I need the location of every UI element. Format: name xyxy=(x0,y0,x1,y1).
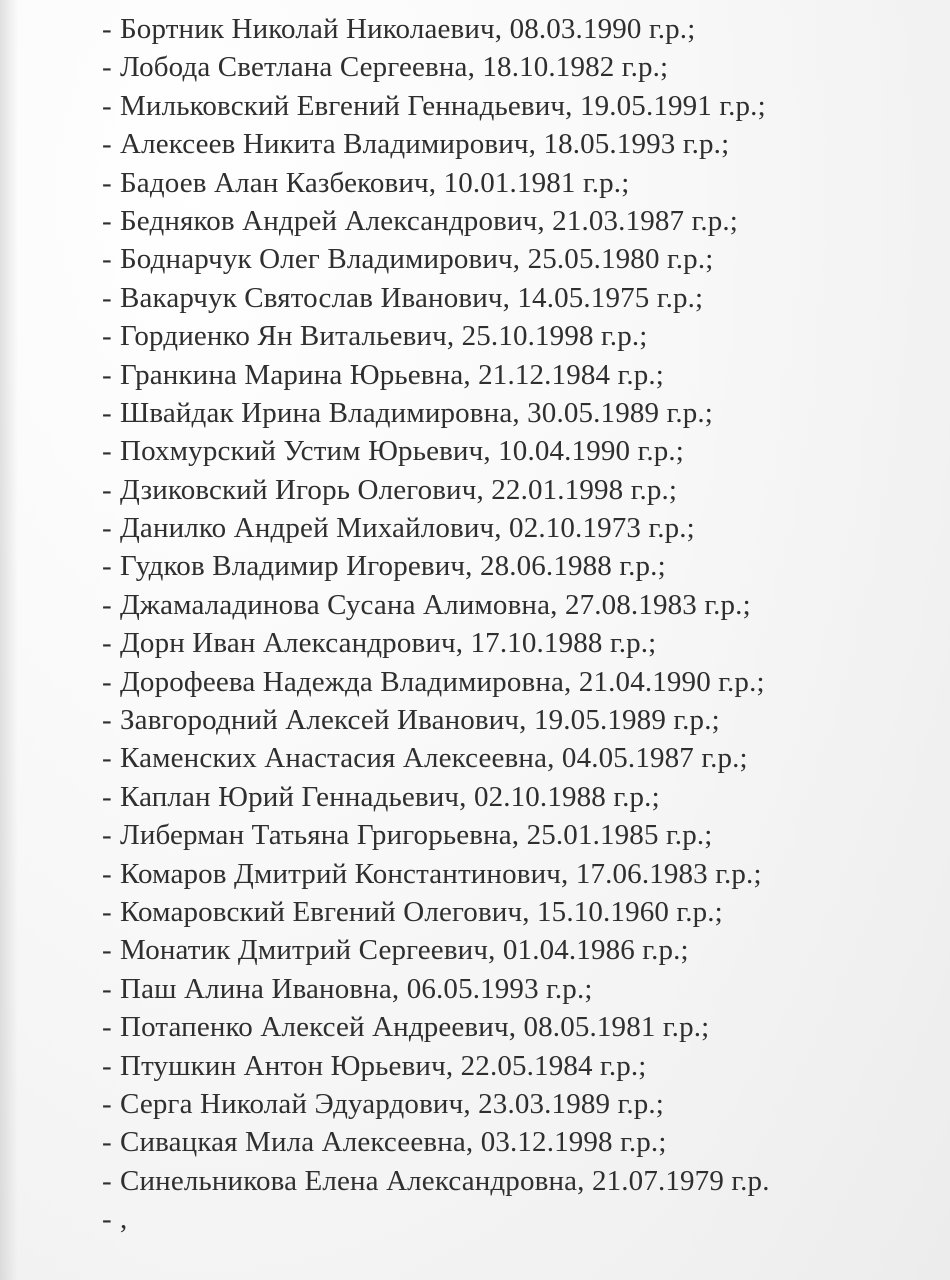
list-item xyxy=(102,1123,932,1161)
birth-date: 21.12.1984 xyxy=(478,358,611,391)
separator xyxy=(659,819,666,851)
list-item xyxy=(102,87,932,125)
separator xyxy=(660,243,667,275)
list-item xyxy=(102,356,932,394)
birth-year-suffix: г.р.; xyxy=(719,89,766,122)
separator: , xyxy=(528,128,544,161)
person-name: Вакарчук Святослав Иванович xyxy=(120,281,503,314)
list-dash: - xyxy=(102,396,112,429)
separator: , xyxy=(522,895,538,928)
separator: , xyxy=(512,243,528,276)
birth-year-suffix: г.р.; xyxy=(601,320,648,353)
birth-year-suffix: г.р.; xyxy=(656,281,704,314)
person-name: Комаровский Евгений Олегович xyxy=(120,895,523,928)
list-item xyxy=(102,893,932,931)
birth-date: 17.10.1988 xyxy=(470,627,603,660)
list-dash: - xyxy=(102,588,112,621)
birth-date: 23.03.1989 xyxy=(478,1087,611,1120)
person-name: Дорн Иван Александрович xyxy=(120,627,456,660)
separator xyxy=(613,1126,620,1158)
separator: , xyxy=(550,588,565,621)
list-item xyxy=(102,509,932,547)
list-item xyxy=(102,663,932,701)
list-item xyxy=(102,855,932,893)
list-item xyxy=(102,1047,932,1085)
list-item xyxy=(102,279,932,317)
list-dash: - xyxy=(102,1087,112,1120)
person-name: Монатик Дмитрий Сергеевич xyxy=(120,934,489,967)
birth-date: 22.05.1984 xyxy=(460,1049,593,1082)
list-item xyxy=(102,701,932,739)
person-name: Сивацкая Мила Алексеевна xyxy=(120,1126,466,1159)
birth-date: 02.10.1988 xyxy=(473,780,606,813)
separator: , xyxy=(537,204,553,237)
birth-year-suffix: г.р.; xyxy=(582,166,630,199)
separator: , xyxy=(428,166,444,199)
person-name: Серга Николай Эдуардович xyxy=(120,1087,464,1120)
list-dash: - xyxy=(102,243,112,276)
person-name: Данилко Андрей Михайлович xyxy=(120,512,495,545)
person-name: Бедняков Андрей Александрович xyxy=(120,204,538,237)
list-dash: - xyxy=(102,1049,112,1082)
person-name: Гранкина Марина Юрьевна xyxy=(120,358,464,391)
separator xyxy=(684,205,691,237)
birth-date: 01.04.1986 xyxy=(502,934,635,967)
person-name: Дзиковский Игорь Олегович xyxy=(120,473,477,506)
birth-date: 06.05.1993 xyxy=(406,972,539,1005)
person-name: Алексеев Никита Владимирович xyxy=(120,128,529,161)
list-item xyxy=(102,394,932,432)
birth-date: 21.07.1979 xyxy=(591,1164,724,1197)
list-item xyxy=(102,164,932,202)
list-item xyxy=(102,1085,932,1123)
list-dash: - xyxy=(102,780,112,813)
separator xyxy=(675,128,682,160)
birth-year-suffix: г.р.; xyxy=(673,704,720,737)
person-name: Похмурский Устим Юрьевич xyxy=(120,435,484,468)
birth-year-suffix: г.р. xyxy=(731,1164,770,1197)
list-dash: - xyxy=(102,281,112,314)
list-item xyxy=(102,739,932,777)
separator xyxy=(642,13,649,45)
separator: , xyxy=(494,13,510,45)
list-item xyxy=(102,778,932,816)
separator xyxy=(623,474,630,506)
separator xyxy=(610,1088,617,1120)
separator: , xyxy=(502,281,518,314)
separator xyxy=(576,167,583,199)
list-item xyxy=(102,970,932,1008)
paper-shadow xyxy=(0,0,18,1280)
birth-year-suffix: г.р.; xyxy=(666,819,713,852)
list-item xyxy=(102,317,932,355)
birth-year-suffix: г.р.; xyxy=(666,396,713,429)
separator: , xyxy=(564,665,579,698)
separator: , xyxy=(120,1203,128,1236)
birth-year-suffix: г.р.; xyxy=(621,51,669,84)
person-name: Дорофеева Надежда Владимировна xyxy=(120,665,565,698)
separator xyxy=(630,435,637,467)
list-item xyxy=(102,125,932,163)
list-dash: - xyxy=(102,550,112,583)
birth-date: 02.10.1973 xyxy=(509,512,642,545)
birth-date: 21.03.1987 xyxy=(552,204,685,237)
list-dash: - xyxy=(102,1126,112,1159)
person-name: Комаров Дмитрий Константинович xyxy=(120,857,562,890)
separator: , xyxy=(512,396,528,429)
birth-date: 19.05.1991 xyxy=(579,89,712,122)
list-item xyxy=(102,1008,932,1046)
birth-year-suffix: г.р.; xyxy=(676,895,723,928)
birth-year-suffix: г.р.; xyxy=(701,742,748,775)
list-dash: - xyxy=(102,1203,112,1236)
birth-year-suffix: г.р.; xyxy=(637,435,684,468)
birth-year-suffix: г.р.; xyxy=(682,128,730,161)
list-dash: - xyxy=(102,435,112,468)
separator: , xyxy=(508,1011,524,1044)
list-dash: - xyxy=(102,972,112,1005)
list-dash: - xyxy=(102,704,112,737)
separator: , xyxy=(446,320,462,353)
separator: , xyxy=(463,1087,479,1120)
birth-date: 08.03.1990 xyxy=(509,13,642,45)
separator: , xyxy=(476,473,492,506)
separator xyxy=(656,1011,663,1043)
list-item xyxy=(102,432,932,470)
person-name: Джамаладинова Сусана Алимовна xyxy=(120,588,551,621)
list-item xyxy=(102,10,932,48)
separator: , xyxy=(455,627,471,660)
separator: , xyxy=(391,972,407,1005)
separator: , xyxy=(519,704,534,737)
birth-date: 25.05.1980 xyxy=(527,243,660,276)
separator: , xyxy=(467,51,483,84)
separator xyxy=(610,359,617,391)
list-dash: - xyxy=(102,13,112,45)
birth-year-suffix: г.р.; xyxy=(648,512,695,545)
birth-year-suffix: г.р.; xyxy=(715,857,762,890)
birth-year-suffix: г.р.; xyxy=(613,780,660,813)
list-dash: - xyxy=(102,934,112,967)
birth-year-suffix: г.р.; xyxy=(617,358,664,391)
birth-date: 17.06.1983 xyxy=(575,857,708,890)
birth-year-suffix: г.р.; xyxy=(691,204,739,237)
list-dash: - xyxy=(102,166,112,199)
birth-date: 08.05.1981 xyxy=(523,1011,656,1044)
list-item xyxy=(102,586,932,624)
birth-year-suffix: г.р.; xyxy=(619,550,666,583)
birth-date: 18.05.1993 xyxy=(543,128,676,161)
separator xyxy=(593,1050,600,1082)
separator: , xyxy=(465,550,480,583)
separator xyxy=(603,627,610,659)
list-dash: - xyxy=(102,89,112,122)
birth-year-suffix: г.р.; xyxy=(600,1049,647,1082)
separator xyxy=(614,51,621,83)
separator: , xyxy=(511,819,527,852)
separator: , xyxy=(483,435,499,468)
list-item xyxy=(102,48,932,86)
birth-date: 25.10.1998 xyxy=(461,320,594,353)
list-dash: - xyxy=(102,665,112,698)
list-item xyxy=(102,624,932,662)
separator: , xyxy=(465,1126,481,1159)
person-name: Каплан Юрий Геннадьевич xyxy=(120,780,460,813)
birth-date: 15.10.1960 xyxy=(537,895,670,928)
separator xyxy=(594,320,601,352)
person-name: Мильковский Евгений Геннадьевич xyxy=(120,89,566,122)
birth-year-suffix: г.р.; xyxy=(648,13,696,45)
separator xyxy=(539,973,546,1005)
birth-year-suffix: г.р.; xyxy=(630,473,678,506)
list-item xyxy=(102,1200,932,1238)
birth-date: 10.01.1981 xyxy=(443,166,576,199)
person-name: Гудков Владимир Игоревич xyxy=(120,550,466,583)
separator: , xyxy=(459,780,474,813)
separator xyxy=(659,397,666,429)
list-dash: - xyxy=(102,819,112,852)
separator xyxy=(649,282,656,314)
list-dash: - xyxy=(102,1011,112,1044)
birth-date: 04.05.1987 xyxy=(561,742,694,775)
birth-date: 28.06.1988 xyxy=(479,550,612,583)
person-name: Либерман Татьяна Григорьевна xyxy=(120,819,512,852)
person-name: Гордиенко Ян Витальевич xyxy=(120,320,447,353)
birth-year-suffix: г.р.; xyxy=(718,665,765,698)
list-dash: - xyxy=(102,204,112,237)
list-dash: - xyxy=(102,857,112,890)
list-dash: - xyxy=(102,895,112,928)
person-name: Паш Алина Ивановна xyxy=(120,972,392,1005)
birth-year-suffix: г.р.; xyxy=(642,934,689,967)
separator: , xyxy=(561,857,576,890)
person-name: Боднарчук Олег Владимирович xyxy=(120,243,513,276)
list-dash: - xyxy=(102,320,112,353)
separator: , xyxy=(565,89,580,122)
birth-date: 10.04.1990 xyxy=(498,435,631,468)
list-item xyxy=(102,931,932,969)
list-item xyxy=(102,202,932,240)
birth-year-suffix: г.р.; xyxy=(662,1011,710,1044)
birth-date: 19.05.1989 xyxy=(533,704,666,737)
birth-year-suffix: г.р.; xyxy=(667,243,714,276)
separator: , xyxy=(463,358,479,391)
person-list xyxy=(102,10,932,1239)
person-name: Каменских Анастасия Алексеевна xyxy=(120,742,548,775)
list-dash: - xyxy=(102,512,112,545)
birth-date: 03.12.1998 xyxy=(480,1126,613,1159)
birth-date: 25.01.1985 xyxy=(526,819,659,852)
birth-year-suffix: г.р.; xyxy=(704,588,751,621)
person-name: Швайдак Ирина Владимировна xyxy=(120,396,513,429)
list-dash: - xyxy=(102,742,112,775)
list-item xyxy=(102,816,932,854)
birth-date: 21.04.1990 xyxy=(578,665,711,698)
person-name: Бортник Николай Николаевич xyxy=(120,13,495,45)
list-dash: - xyxy=(102,128,112,161)
birth-date: 22.01.1998 xyxy=(491,473,624,506)
birth-year-suffix: г.р.; xyxy=(620,1126,667,1159)
person-name: Птушкин Антон Юрьевич xyxy=(120,1049,446,1082)
list-dash: - xyxy=(102,358,112,391)
separator: , xyxy=(488,934,503,967)
list-item xyxy=(102,240,932,278)
list-item xyxy=(102,1162,932,1200)
list-item xyxy=(102,547,932,585)
list-item xyxy=(102,471,932,509)
person-name: Завгородний Алексей Иванович xyxy=(120,704,520,737)
list-dash: - xyxy=(102,1164,112,1197)
separator: , xyxy=(577,1164,592,1197)
list-dash: - xyxy=(102,51,112,84)
birth-date: 27.08.1983 xyxy=(564,588,697,621)
birth-year-suffix: г.р.; xyxy=(546,972,593,1005)
list-dash: - xyxy=(102,627,112,660)
person-name: Лобода Светлана Сергеевна xyxy=(120,51,468,84)
person-name: Бадоев Алан Казбекович xyxy=(120,166,429,199)
separator: , xyxy=(445,1049,461,1082)
birth-date: 30.05.1989 xyxy=(527,396,660,429)
person-name: Потапенко Алексей Андреевич xyxy=(120,1011,509,1044)
birth-date: 14.05.1975 xyxy=(517,281,650,314)
birth-year-suffix: г.р.; xyxy=(609,627,657,660)
separator: , xyxy=(494,512,510,545)
birth-date: 18.10.1982 xyxy=(482,51,615,84)
list-dash: - xyxy=(102,473,112,506)
person-name: Синельникова Елена Александровна xyxy=(120,1164,578,1197)
separator: , xyxy=(547,742,562,775)
birth-year-suffix: г.р.; xyxy=(617,1087,664,1120)
